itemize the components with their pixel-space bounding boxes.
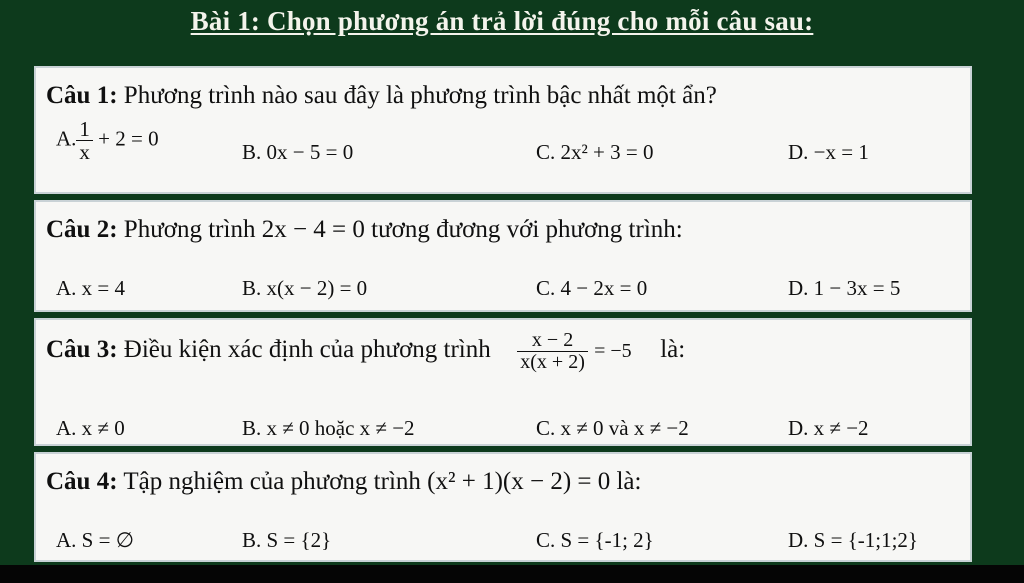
fraction-denominator: x(x + 2): [520, 351, 585, 373]
question-body: Tập nghiệm của phương trình (x² + 1)(x − 2) = 0 là:: [123, 468, 642, 495]
option-letter: A.: [56, 126, 77, 151]
bottom-bar: [0, 565, 1024, 583]
option-c[interactable]: C. x ≠ 0 và x ≠ −2: [536, 416, 689, 440]
option-d[interactable]: D. −x = 1: [788, 140, 869, 164]
question-2-box: [34, 200, 972, 312]
option-c[interactable]: C. 4 − 2x = 0: [536, 276, 648, 300]
question-label: Câu 1:: [46, 82, 118, 109]
option-d[interactable]: D. 1 − 3x = 5: [788, 276, 901, 300]
question-suffix: là:: [660, 336, 686, 364]
question-1-text: [46, 82, 717, 110]
equation-rest: = −5: [594, 340, 632, 363]
option-a[interactable]: A. S = ∅: [56, 528, 134, 552]
option-rest: + 2 = 0: [98, 126, 159, 151]
fraction: [517, 330, 588, 373]
question-1-box: [34, 66, 972, 194]
question-label: Câu 4:: [46, 468, 118, 495]
option-a[interactable]: [56, 118, 159, 163]
question-label: Câu 2:: [46, 216, 118, 243]
question-4-text: [46, 468, 641, 496]
question-body: Điều kiện xác định của phương trình: [123, 336, 491, 364]
fraction-numerator: 1: [76, 118, 93, 141]
option-b[interactable]: B. 0x − 5 = 0: [242, 140, 354, 164]
option-a[interactable]: A. x = 4: [56, 276, 126, 300]
option-b[interactable]: B. x ≠ 0 hoặc x ≠ −2: [242, 416, 415, 440]
option-c[interactable]: C. 2x² + 3 = 0: [536, 140, 654, 164]
option-b[interactable]: B. x(x − 2) = 0: [242, 276, 368, 300]
question-3-box: [34, 318, 972, 446]
question-2-text: [46, 216, 683, 244]
option-c[interactable]: C. S = {-1; 2}: [536, 528, 654, 552]
fraction-numerator: x − 2: [517, 330, 588, 352]
fraction-denominator: x: [79, 140, 90, 165]
question-4-box: [34, 452, 972, 562]
option-a[interactable]: A. x ≠ 0: [56, 416, 125, 440]
option-d[interactable]: D. x ≠ −2: [788, 416, 869, 440]
question-body: Phương trình 2x − 4 = 0 tương đương với phương trình:: [123, 216, 683, 243]
option-d[interactable]: D. S = {-1;1;2}: [788, 528, 919, 552]
question-body: Phương trình nào sau đây là phương trình bậc nhất một ẩn?: [123, 82, 717, 109]
page-title: Bài 1: Chọn phương án trả lời đúng cho mỗi câu sau:: [190, 6, 814, 36]
option-b[interactable]: B. S = {2}: [242, 528, 332, 552]
fraction: [76, 118, 93, 163]
question-label: Câu 3:: [46, 336, 118, 364]
question-3-text: [46, 330, 685, 373]
